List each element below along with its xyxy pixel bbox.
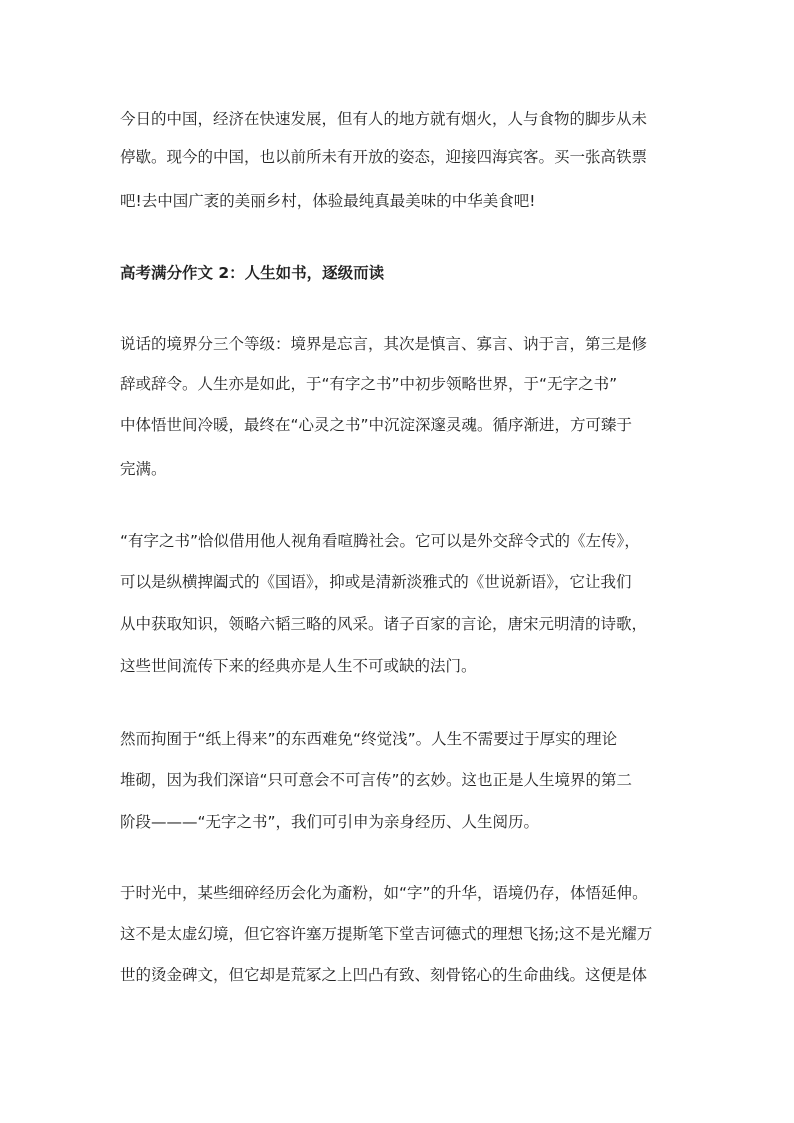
text-line: 于时光中，某些细碎经历会化为齑粉，如“字”的升华，语境仍存，体悟延伸。	[120, 884, 648, 902]
text-line: 堆砌，因为我们深谙“只可意会不可言传”的玄妙。这也正是人生境界的第二	[120, 771, 633, 789]
text-line: 今日的中国，经济在快速发展，但有人的地方就有烟火，人与食物的脚步从未	[120, 110, 648, 128]
text-line: “有字之书”恰似借用他人视角看喧腾社会。它可以是外交辞令式的《左传》，	[120, 532, 640, 550]
text-line: 完满。	[120, 460, 167, 478]
text-line: 阶段———“无字之书”，我们可引申为亲身经历、人生阅历。	[120, 813, 540, 831]
text-line: 吧!去中国广袤的美丽乡村，体验最纯真最美味的中华美食吧!	[120, 192, 536, 210]
text-line: 这不是太虚幻境，但它容许塞万提斯笔下堂吉诃德式的理想飞扬;这不是光耀万	[120, 925, 653, 943]
text-line: 辞或辞令。人生亦是如此，于“有字之书”中初步领略世界，于“无字之书”	[120, 375, 618, 393]
text-line: 停歇。现今的中国，也以前所未有开放的姿态，迎接四海宾客。买一张高铁票	[120, 148, 648, 166]
text-line: 从中获取知识，领略六韬三略的风采。诸子百家的言论，唐宋元明清的诗歌，	[120, 615, 648, 633]
text-line: 然而拘囿于“纸上得来”的东西难免“终觉浅”。人生不需要过于厚实的理论	[120, 730, 618, 748]
text-line: 这些世间流传下来的经典亦是人生不可或缺的法门。	[120, 657, 477, 675]
text-line: 中体悟世间冷暖，最终在“心灵之书”中沉淀深邃灵魂。循序渐进，方可臻于	[120, 416, 633, 434]
text-line: 可以是纵横捭阖式的《国语》，抑或是清新淡雅式的《世说新语》，它让我们	[120, 573, 632, 591]
text-line: 世的烫金碑文，但它却是荒冢之上凹凸有致、刻骨铭心的生命曲线。这便是体	[120, 966, 648, 984]
text-line: 说话的境界分三个等级：境界是忘言，其次是慎言、寡言、讷于言，第三是修	[120, 335, 648, 353]
section-heading: 高考满分作文 2：人生如书，逐级而读	[120, 264, 385, 282]
